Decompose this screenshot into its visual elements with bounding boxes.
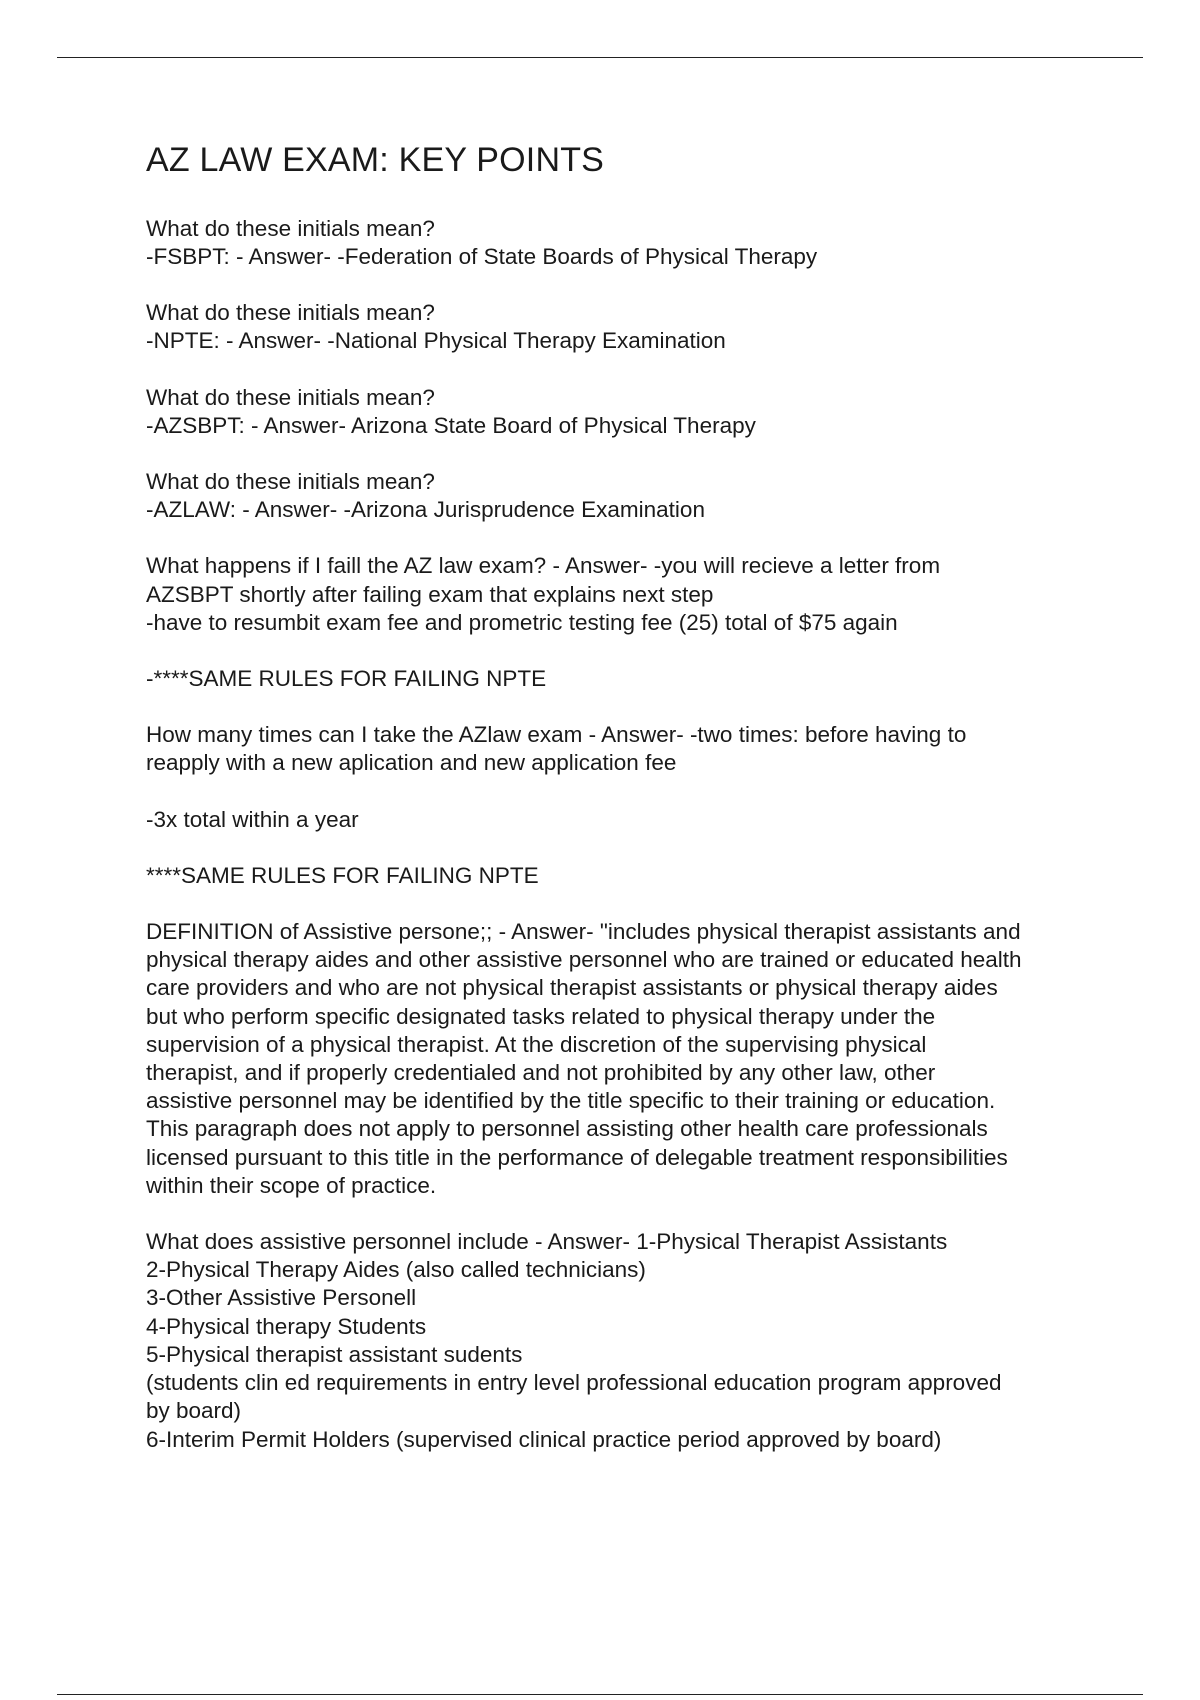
qa-block	[146, 918, 1106, 1200]
text-line: What happens if I faill the AZ law exam? - Answer- -you will recieve a letter from	[146, 553, 941, 579]
qa-block	[146, 806, 1106, 834]
text-line: by board)	[146, 1398, 242, 1424]
text-line: This paragraph does not apply to personnel assisting other health care professionals	[146, 1116, 988, 1142]
text-line: 2-Physical Therapy Aides (also called technicians)	[146, 1257, 646, 1283]
text-line: therapist, and if properly credentialed and not prohibited by any other law, other	[146, 1060, 936, 1086]
qa-block	[146, 299, 1106, 355]
text-line: What does assistive personnel include - Answer- 1-Physical Therapist Assistants	[146, 1229, 948, 1255]
text-line: -have to resumbit exam fee and prometric testing fee (25) total of $75 again	[146, 609, 898, 635]
text-line: assistive personnel may be identified by the title specific to their training or education.	[146, 1088, 996, 1114]
text-line: What do these initials mean?	[146, 215, 435, 241]
text-line: physical therapy aides and other assistive personnel who are trained or educated health	[146, 947, 1022, 973]
qa-block	[146, 665, 1106, 693]
qa-block	[146, 1228, 1106, 1454]
text-line: supervision of a physical therapist. At the discretion of the supervising physical	[146, 1031, 927, 1057]
text-line: -AZLAW: - Answer- -Arizona Jurisprudence Examination	[146, 497, 705, 523]
text-line: What do these initials mean?	[146, 300, 435, 326]
text-line: AZSBPT shortly after failing exam that explains next step	[146, 581, 714, 607]
text-line: -AZSBPT: - Answer- Arizona State Board of Physical Therapy	[146, 412, 756, 438]
text-line: 5-Physical therapist assistant sudents	[146, 1341, 523, 1367]
text-line: care providers and who are not physical therapist assistants or physical therapy aides	[146, 975, 998, 1001]
qa-list	[146, 215, 1106, 1454]
text-line: licensed pursuant to this title in the performance of delegable treatment responsibilities	[146, 1144, 1008, 1170]
text-line: What do these initials mean?	[146, 469, 435, 495]
bottom-divider	[57, 1694, 1143, 1695]
document-body	[146, 140, 1106, 1482]
text-line: 3-Other Assistive Personell	[146, 1285, 417, 1311]
text-line: -****SAME RULES FOR FAILING NPTE	[146, 666, 547, 692]
text-line: -3x total within a year	[146, 806, 359, 832]
qa-block	[146, 862, 1106, 890]
top-divider	[57, 57, 1143, 58]
text-line: What do these initials mean?	[146, 384, 435, 410]
text-line: DEFINITION of Assistive persone;; - Answer- "includes physical therapist assistants and	[146, 919, 1021, 945]
document-title: AZ LAW EXAM: KEY POINTS	[146, 141, 605, 179]
text-line: -FSBPT: - Answer- -Federation of State Boards of Physical Therapy	[146, 244, 818, 269]
qa-block	[146, 215, 1106, 271]
text-line: but who perform specific designated tasks related to physical therapy under the	[146, 1003, 936, 1029]
text-line: 6-Interim Permit Holders (supervised clinical practice period approved by board)	[146, 1426, 942, 1452]
text-line: How many times can I take the AZlaw exam - Answer- -two times: before having to	[146, 722, 967, 748]
qa-block	[146, 384, 1106, 440]
qa-block	[146, 468, 1106, 524]
text-line: -NPTE: - Answer- -National Physical Therapy Examination	[146, 328, 726, 354]
qa-block	[146, 552, 1106, 637]
text-line: (students clin ed requirements in entry level professional education program approved	[146, 1370, 1002, 1396]
text-line: within their scope of practice.	[146, 1172, 437, 1198]
text-line: 4-Physical therapy Students	[146, 1313, 427, 1339]
qa-block	[146, 721, 1106, 777]
text-line: ****SAME RULES FOR FAILING NPTE	[146, 862, 539, 888]
text-line: reapply with a new aplication and new application fee	[146, 750, 677, 776]
